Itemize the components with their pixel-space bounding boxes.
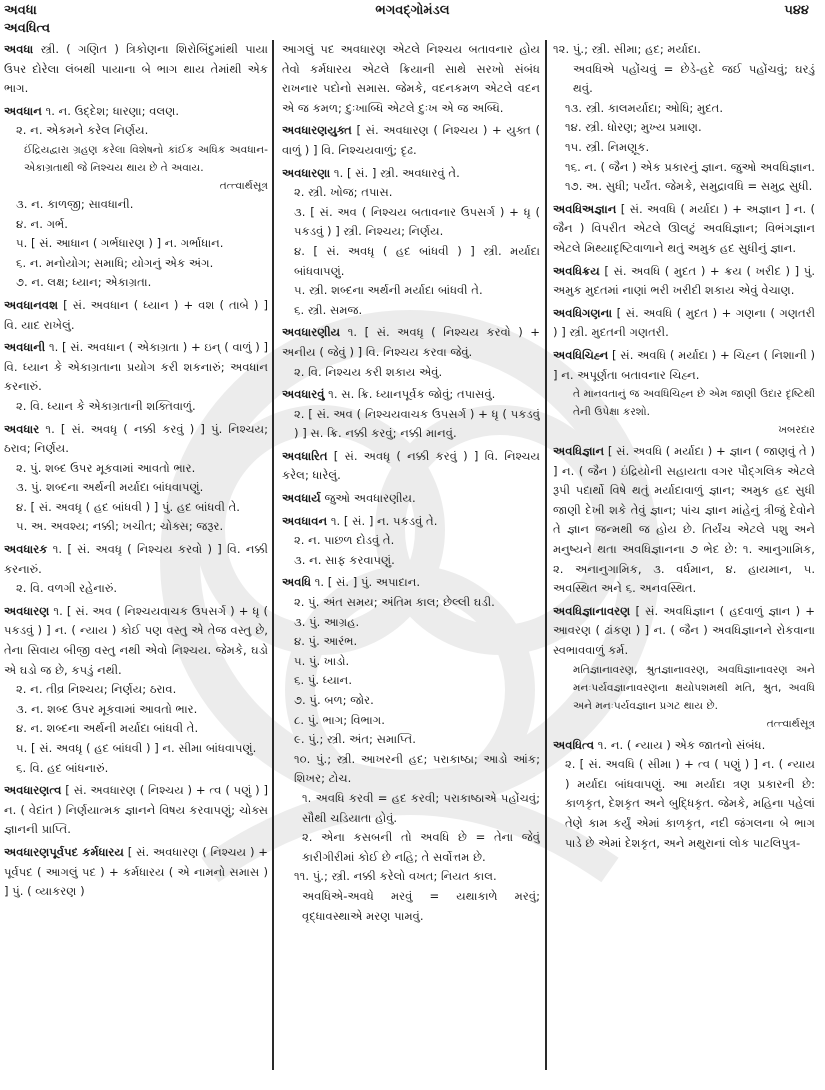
definition-text: ૧. [ સં. અવ ( નિશ્ચયવાચક ઉપસર્ગ ) + ધૃ ( પકડવું ) ] ન. ( ન્યાય ) કોઈ પણ વસ્તુ એ તેજ વસ્તુ છે, તેના સિવાય બીજી વસ્તુ નથી એવો નિશ્ચય. જેમકે, ઘડો એ ઘડો જ છે, કપડું નથી. (4, 603, 268, 677)
headword: અવધિજ્ઞાનાવરણ (553, 603, 631, 618)
headword: અવધારણત્વ (4, 783, 62, 798)
definition-text: ૩. પું. શબ્દના અર્થની મર્યાદા બાંધવાપણું. (16, 480, 204, 495)
definition-text: ૩. [ સં. અવ ( નિશ્ચય બતાવનાર ઉપસર્ગ ) + ધૃ ( પકડવું ) ] સ્ત્રી. નિશ્ચય; નિર્ણય. (294, 204, 540, 239)
definition-line (282, 632, 540, 652)
definition-text: ૨. વિ. વળગી રહેનારું. (16, 581, 118, 596)
definition-line (553, 40, 815, 60)
usage-example: અવધિએ-અવધે મરવું = યથાકાળે મરવું; વૃદ્ધાવસ્થાએ મરણ પામવું. (302, 888, 540, 923)
definition-text: ૩. ન. શબ્દ ઉપર મૂકવામાં આવતો ભાર. (16, 701, 198, 716)
headword: અવધારક (4, 542, 48, 557)
dictionary-entry (4, 602, 268, 778)
definition-line (282, 363, 540, 383)
dictionary-entry (553, 602, 815, 733)
definition-text: ૫. પું. ખાડો. (294, 653, 350, 668)
definition-line (4, 498, 268, 518)
definition-line: ૧૬. ન. ( જૈન ) એક પ્રકારનું જ્ઞાન. જુઓ અવધિજ્ઞાન. (565, 159, 815, 174)
dictionary-entry (282, 573, 540, 926)
definition-text: [ સં. અવધારણ ( નિશ્ચય ) + યુક્ત ( વાળું ) ] વિ. નિશ્ચયવાળું; દૃઢ. (282, 123, 540, 157)
dictionary-entry (553, 346, 815, 439)
quote-source: ખબરદાર (778, 424, 815, 437)
dictionary-entry (282, 447, 540, 486)
definition-text: ૬. સ્ત્રી. સમજ. (294, 302, 363, 317)
definition-line (282, 40, 540, 118)
guide-word-last: અવધિત્વ (4, 21, 51, 36)
definition-text: ૨. પું. અંત સમય; અંતિમ કાલ; છેલ્લી ઘડી. (294, 595, 495, 610)
definition-text: ૬. પું. ધ્યાન. (294, 673, 353, 688)
book-title: ભગવદ્ગોમંડલ (375, 3, 450, 18)
definition-text: [ સં. અવધિ ( મર્યાદા ) + ચિહ્ન ( નિશાની ) ] ન. અપૂર્ણતા બતાવનાર ચિહ્ન. (553, 347, 815, 382)
headword: અવધારિત (282, 448, 328, 463)
definition-text: ૧. સ. ક્રિ. ધ્યાનપૂર્વક જોવું; તપાસવું. (328, 387, 496, 402)
definition-text: ૨. સ્ત્રી. ખોજ; તપાસ. (294, 185, 393, 200)
definition-text: ૧. [ સં. અવધૃ ( નિશ્ચય કરવો ) ] વિ. નક્કી કરનારું. (4, 542, 268, 576)
headword: અવધિજ્ઞાન (553, 444, 605, 459)
definition-text: [ સં. અવધિ ( મુદત ) + ગણના ( ગણતરી ) ] સ્ત્રી. મુદતની ગણતરી. (553, 305, 815, 340)
definition-line (553, 755, 815, 853)
definition-line (553, 346, 815, 385)
definition-text: ૬. વિ. હદ બાંધનારું. (16, 760, 109, 775)
headword: અવધિ (282, 575, 312, 590)
definition-text: [ સં. અવધિ ( મુદત ) + ક્રય ( ખરીદ ) ] પું. અમુક મુદતમાં નાણાં ભરી ખરીદી શકાય એવું વેચાણ. (553, 263, 815, 298)
definition-line (282, 613, 540, 633)
page-number: ૫૪૪ (784, 3, 809, 18)
headword: અવધાનવશ (4, 297, 59, 312)
headword: અવધાર્ય (282, 491, 321, 506)
definition-line (282, 573, 540, 593)
definition-text: ૨. [ સં. અવધિ ( સીમા ) + ત્વ ( પણું ) ] ન. ( ન્યાય ) મર્યાદા બાંધવાપણું. આ મર્યાદા ત્રણ પ્રકારની છે: કાળકૃત, દેશકૃત અને બુદ્ધિકૃત. જેમકે, મહિના પહેલાં તેણે કામ કર્યું એમાં કાળકૃત, નદી જંગલના બે ભાગ પાડે છે એમાં દેશકૃત, અને મથુરાનાં લોક પાટલિપુત્ર- (565, 757, 815, 850)
definition-text: ૪. [ સં. અવધૃ ( હદ બાંધવી ) ] પું. હદ બાંધવી તે. (16, 499, 240, 514)
dictionary-entry (553, 200, 815, 259)
definition-line (4, 759, 268, 779)
definition-line (282, 593, 540, 613)
dictionary-entry (553, 304, 815, 343)
dictionary-entry (282, 323, 540, 382)
dictionary-entry (4, 540, 268, 599)
headword: અવધારણયુક્ત (282, 123, 352, 138)
dictionary-entry (4, 40, 268, 99)
citation-quote (553, 661, 815, 733)
definition-line (282, 730, 540, 750)
definition-text: ૧. [ સં. અવધૃ ( નિશ્ચય કરવો ) + અનીય ( જેવું ) ] વિ. નિશ્ચય કરવા જેવું. (282, 325, 540, 359)
definition-text: [ સં. અવધિ ( મર્યાદા ) + અજ્ઞાન ] ન. ( જૈન ) વિપરીત એટલે ઊલટું અવધિજ્ઞાન; વિભંગજ્ઞાન એટલે મિથ્યાદૃષ્ટિવાળાને થતું અમુક હદ સુધીનું જ્ઞાન. (553, 201, 815, 255)
definition-line (4, 579, 268, 599)
definition-text: [ સં. અવધારણ ( નિશ્ચય ) + પૂર્વપદ ( આગલું પદ ) + કર્મધારય ( એ નામનો સમાસ ) ] પું. ( વ્યાકરણ ) (4, 844, 268, 899)
definition-line: ૧૫. સ્ત્રી. નિમણૂક. (565, 139, 650, 154)
page-header (0, 0, 825, 40)
definition-text: ૨. વિ. ધ્યાન કે એકાગ્રતાની શક્તિવાળું. (16, 398, 196, 413)
dictionary-entry (4, 781, 268, 840)
definition-line (4, 296, 268, 335)
definition-line (553, 602, 815, 661)
definition-line: ૩. ન. કાળજી; સાવધાની. (16, 196, 134, 211)
definition-line (282, 512, 540, 532)
definition-line (4, 420, 268, 459)
dictionary-entry (4, 843, 268, 902)
headword: અવધિક્રય (553, 263, 600, 278)
definition-line: ૧૭. અ. સુધી; પર્યંત. જેમકે, સમુદ્રાવધિ = સમુદ્ર સુધી. (565, 179, 813, 194)
definition-line: ૫. [ સં. આધાન ( ગર્ભધારણ ) ] ન. ગર્ભાધાન. (16, 236, 224, 251)
definition-text: ૩. પું. આગ્રહ. (294, 614, 360, 629)
dictionary-entry (282, 40, 540, 118)
definition-line (4, 459, 268, 479)
definition-text: ૪. [ સં. અવધૃ ( હદ બાંધવી ) ] સ્ત્રી. મર્યાદા બાંધવાપણું. (294, 243, 540, 278)
definition-line (4, 680, 268, 700)
definition-line (282, 164, 540, 184)
definition-text: [ સં. અવધૃ ( નક્કી કરવું ) ] વિ. નિશ્ચય કરેલ; ધારેલું. (282, 448, 540, 483)
definition-text: જુઓ અવધારણીય. (324, 491, 416, 506)
definition-text: ૮. પું. ભાગ; વિભાગ. (294, 712, 385, 727)
definition-line (282, 281, 540, 301)
definition-line (282, 385, 540, 405)
definition-text: ૨. ન. એકમને કરેલ નિર્ણય. (16, 123, 149, 138)
definition-line (4, 397, 268, 417)
definition-line (282, 711, 540, 731)
dictionary-entry (553, 40, 815, 197)
definition-line (282, 183, 540, 203)
headword: અવધાવન (282, 513, 328, 528)
definition-text: ૧૨. પું.; સ્ત્રી. સીમા; હદ; મર્યાદા. (553, 42, 701, 56)
headword: અવધિઅજ્ઞાન (553, 201, 617, 216)
definition-line (553, 200, 815, 259)
definition-line (282, 203, 540, 242)
definition-line (282, 447, 540, 486)
definition-line: ૭. ન. લક્ષ; ધ્યાન; એકાગ્રતા. (16, 275, 152, 290)
definition-line (282, 301, 540, 321)
quote-text: મતિજ્ઞાનાવરણ, શ્રુતજ્ઞાનાવરણ, અવધિજ્ઞાનાવરણ અને મનઃપર્યવજ્ઞાનાવરણના ક્ષયોપશમથી મતિ, શ્રુત, અવધિ અને મનઃપર્યવજ્ઞાન પ્રગટ થાય છે. (573, 663, 815, 712)
definition-text: [ સં. અવધારણ ( નિશ્ચય ) + ત્વ ( પણું ) ] ન. ( વેદાંત ) નિર્ણયાત્મક જ્ઞાનને વિષય કરવાપણું; ચોક્સ જ્ઞાનની પ્રાપ્તિ. (4, 783, 268, 837)
quote-source: તત્ત્વાર્થસૂત્ર (219, 179, 268, 192)
dictionary-entry (282, 164, 540, 321)
definition-text: ૧. ન. ઉદ્દેશ; ધારણા; વલણ. (45, 103, 180, 118)
headword: અવધાન (4, 103, 42, 118)
definition-line (4, 739, 268, 759)
headword: અવધારણ (4, 603, 50, 618)
dictionary-entry (553, 736, 815, 854)
definition-line: ૧૩. સ્ત્રી. કાલમર્યાદા; ઓધિ; મુદત. (565, 100, 724, 115)
citation-quote (4, 141, 268, 195)
dictionary-entry (4, 102, 268, 293)
definition-text: [ સં. અવધાન ( ધ્યાન ) + વશ ( તાબે ) ] વિ. યાદ રાખેલું. (4, 297, 268, 332)
usage-example: ૨. એના કસબની તો અવધિ છે = તેના જેવું કારીગીરીમાં કોઈ છે નહિ; તે સર્વોત્તમ છે. (302, 830, 540, 864)
definition-text: ૫. [ સં. અવધૃ ( હદ બાંધવી ) ] ન. સીમા બાંધવાપણું. (16, 741, 257, 755)
definition-text: ૧. [ સં. ] ન. પકડવું તે. (330, 513, 438, 528)
definition-text: ૧. [ સં. અવધૃ ( નક્કી કરવું ) ] પું. નિશ્ચય; ઠરાવ; નિર્ણય. (4, 421, 268, 456)
definition-text: ૧. [ સં. ] પું. અપાદાન. (314, 575, 421, 590)
definition-line (4, 121, 268, 141)
definition-line: ૧૪. સ્ત્રી. ધોરણ; મુખ્ય પ્રમાણ. (565, 120, 702, 135)
definition-text: ૨. [ સં. અવ ( નિશ્ચયવાચક ઉપસર્ગ ) + ધૃ ( પકડવું ) ] સ. ક્રિ. નક્કી કરવું; નક્કી માનવું. (294, 406, 540, 441)
dictionary-entry (282, 489, 540, 509)
definition-line (4, 478, 268, 498)
definition-line (4, 602, 268, 680)
guide-word-first: અવધા (4, 3, 37, 18)
column-2 (282, 40, 540, 1090)
headword: અવધારણપૂર્વપદ કર્મધારય (4, 844, 124, 859)
headword: અવધા (4, 42, 34, 56)
headword: અવધારણીય (282, 325, 341, 340)
definition-line (282, 551, 540, 571)
headword: અવધારવું (282, 387, 325, 402)
headword: અવધારણા (282, 165, 331, 180)
headword: અવધિત્વ (553, 737, 595, 752)
definition-text: ૪. પું. આરંભ. (294, 634, 358, 649)
definition-text: [ સં. અવધિજ્ઞાન ( હદવાળું જ્ઞાન ) + આવરણ ( ઢાંકણ ) ] ન. ( જૈન ) અવધિજ્ઞાનને રોકવાના સ્વભાવવાળું કર્મ. (553, 603, 815, 658)
definition-line (4, 843, 268, 902)
dictionary-entry (4, 296, 268, 335)
usage-example: ૧. અવધિ કરવી = હદ કરવી; પરાકાષ્ઠાએ પહોંચવું; સૌથી ચડિયાતા હોવું. (302, 790, 540, 825)
definition-text: ૫. સ્ત્રી. શબ્દના અર્થની મર્યાદા બાંધવી તે. (294, 283, 483, 298)
column-1 (4, 40, 268, 1090)
definition-line (282, 750, 540, 789)
definition-line (282, 323, 540, 362)
definition-line (4, 719, 268, 739)
definition-text: ૨. વિ. નિશ્ચય કરી શકાય એવું. (294, 364, 443, 379)
dictionary-columns (0, 40, 825, 1090)
definition-line (282, 531, 540, 551)
definition-line (282, 121, 540, 160)
dictionary-entry (282, 121, 540, 160)
quote-text: તે માનવતાનું જ અવધિચિહ્ન છે એમ જાણી ઉદાર દૃષ્ટિથી તેની ઉપેક્ષા કરશો. (573, 388, 815, 419)
definition-text: ૪. ન. શબ્દના અર્થની મર્યાદા બાંધવી તે. (16, 721, 199, 736)
definition-text: ૨. ન. પાછળ દોડવું તે. (294, 533, 395, 548)
definition-line (282, 405, 540, 444)
dictionary-entry (4, 338, 268, 416)
definition-line (282, 489, 540, 509)
headword: અવધાની (4, 340, 46, 355)
definition-line (4, 517, 268, 537)
definition-line (282, 242, 540, 281)
definition-line (553, 262, 815, 301)
definition-line (282, 652, 540, 672)
definition-text: આગલું પદ અવધારણ એટલે નિશ્ચય બતાવનાર હોય તેવો કર્મધારય એટલે ક્રિયાની સાથે સરખો સંબંધ રાખનાર પદોનો સમાસ. જેમકે, વદનકમળ એટલે વદન એ જ કમળ; દુઃખાબ્ધિ એટલે દુઃખ એ જ અબ્ધિ. (282, 42, 540, 115)
definition-line (282, 691, 540, 711)
definition-line (4, 338, 268, 397)
definition-line: ૬. ન. મનોયોગ; સમાધિ; યોગનું એક અંગ. (16, 255, 214, 270)
definition-text: ૧. [ સં. અવધાન ( એકાગ્રતા ) + ઇન્ ( વાળું ) ] વિ. ધ્યાન કે એકાગ્રતાના પ્રયોગ કરી શકનારું; અવધાન કરનારું. (4, 340, 268, 394)
definition-line (4, 40, 268, 99)
definition-line: ૪. ન. ગર્ભ. (16, 216, 68, 231)
definition-text: [ સં. અવધિ ( મર્યાદા ) + જ્ઞાન ( જાણવું તે ) ] ન. ( જૈન ) ઇંદ્રિયોની સહાયતા વગર પૌદ્ગલિક એટલે રૂપી પદાર્થો વિષે થતું મર્યાદાવાળું જ્ઞાન; અમુક હદ સુધી જાણી દેખી શકે તેવું જ્ઞાન; પાંચ જ્ઞાન માંહેનું ત્રીજું દેવોને તે જ્ઞાન જન્મથી જ હોય છે. તિર્યંચ એટલે પશુ અને મનુષ્યને થતા અવધિજ્ઞાનના ૭ ભેદ છે: ૧. આનુગામિક, ૨. અનાનુગામિક, ૩. વર્ધમાન, ૪. હાયમાન, ૫. અવસ્થિત અને ૬. અનવસ્થિત. (553, 444, 815, 596)
dictionary-entry (4, 420, 268, 538)
quote-text: ઈંદ્રિયદ્વારા ગ્રહણ કરેલા વિશેષનો કાંઈક અધિક અવધાન-એકાગ્રતાથી જે નિશ્ચય થાય છે તે અવાય. (24, 143, 268, 174)
dictionary-entry (282, 512, 540, 571)
definition-line (4, 540, 268, 579)
usage-example: અવધિએ પહોંચવું = છેડે-હદે જઈ પહોંચવું; ઘરડું થવું. (573, 61, 815, 96)
definition-text: ૫. અ. અવશ્ય; નક્કી; ખચીત; ચોક્સ; જરૂર. (16, 519, 224, 534)
definition-line (4, 781, 268, 840)
definition-line (553, 442, 815, 599)
dictionary-entry (282, 385, 540, 444)
citation-quote (553, 385, 815, 439)
definition-line: ૧૧. પું.; સ્ત્રી. નક્કી કરેલો વખત; નિયત કાલ. (294, 869, 497, 884)
definition-text: ૩. ન. સાફ કરવાપણું. (294, 552, 395, 567)
headword: અવધિચિહ્ન (553, 347, 609, 362)
definition-text: ૯. પું.; સ્ત્રી. અંત; સમાપ્તિ. (294, 732, 416, 747)
definition-text: ૨. ન. તીવ્ર નિશ્ચય; નિર્ણય; ઠરાવ. (16, 682, 177, 697)
dictionary-entry (553, 442, 815, 599)
definition-text: સ્ત્રી. ( ગણિત ) ત્રિકોણના શિરોબિંદુમાંથી પાયા ઉપર દોરેલા લંબથી પાયાના બે ભાગ થાય તેમાંથી એક ભાગ. (4, 42, 268, 96)
definition-text: ૭. પું. બળ; જોર. (294, 693, 374, 707)
definition-line (282, 671, 540, 691)
definition-line (553, 304, 815, 343)
column-divider (545, 40, 547, 1070)
definition-text: ૨. પું. શબ્દ ઉપર મૂકવામાં આવતો ભાર. (16, 460, 196, 475)
dictionary-entry (553, 262, 815, 301)
definition-line (4, 102, 268, 122)
quote-source: તત્ત્વાર્થસૂત્ર (766, 717, 815, 730)
definition-line (553, 736, 815, 756)
column-3 (553, 40, 815, 1090)
definition-line (4, 700, 268, 720)
definition-text: ૧. [ સં. ] સ્ત્રી. અવધારવું તે. (333, 165, 460, 180)
headword: અવધાર (4, 421, 40, 436)
headword: અવધિગણના (553, 305, 613, 320)
column-divider (272, 40, 274, 1070)
definition-text: ૧૦. પું.; સ્ત્રી. આખરની હદ; પરાકાષ્ઠા; આડો આંક; શિખર; ટોચ. (294, 751, 540, 786)
definition-text: ૧. ન. ( ન્યાય ) એક જાતનો સંબંધ. (597, 737, 766, 752)
